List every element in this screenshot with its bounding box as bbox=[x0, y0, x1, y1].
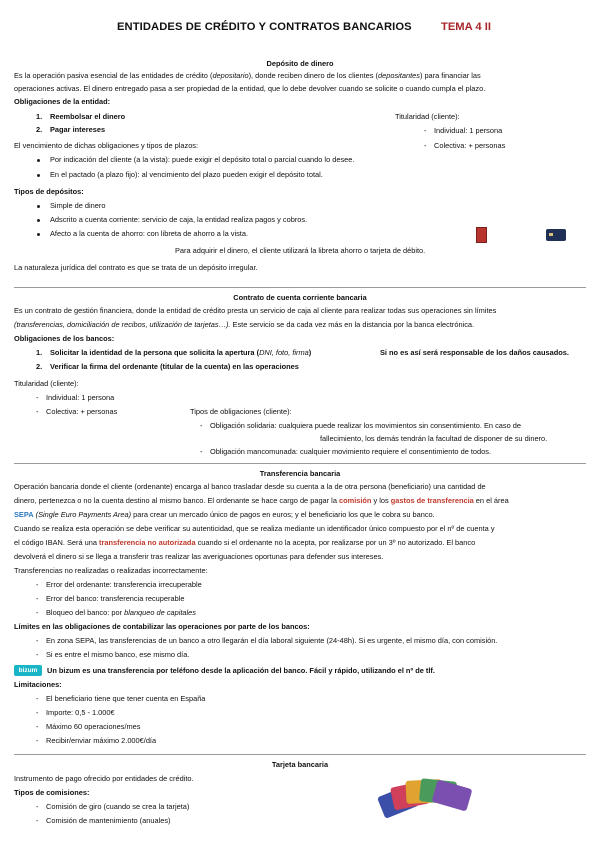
deposito-libreta-note: Para adquirir el dinero, el cliente utilizará la libreta ahorro o tarjeta de débito. bbox=[175, 246, 426, 255]
deposito-vencimiento-label: El vencimiento de dichas obligaciones y tipos de plazos: bbox=[14, 141, 199, 150]
cuenta-tipos-label: Tipos de obligaciones (cliente): bbox=[190, 407, 292, 416]
cuenta-obligaciones-label: Obligaciones de los bancos: bbox=[14, 334, 115, 343]
deposito-plazo-item: Por indicación del cliente (a la vista): puede exigir el depósito total o parcial cuando lo desee. bbox=[37, 155, 354, 165]
cuenta-intro-line2: (transferencias, domiciliación de recibos, utilización de tarjetas…). Este servicio se da cada vez más en la distancia por la banca electrónica. bbox=[14, 320, 475, 329]
deposito-naturaleza: La naturaleza jurídica del contrato es que se trata de un depósito irregular. bbox=[14, 263, 258, 272]
transferencia-limite-item: - En zona SEPA, las transferencias de un banco a otro llegarán el día laboral siguiente (24-48h). Si es urgente, el mismo día, con comisión. bbox=[36, 636, 498, 645]
transferencia-error-item: - Error del ordenante: transferencia irrecuperable bbox=[36, 580, 202, 589]
deposito-tipos-label: Tipos de depósitos: bbox=[14, 187, 84, 196]
transferencia-p2: dinero, pertenezca o no la cuenta destino al mismo banco. El ordenante se hace cargo de pagar la comisión y los gastos de transferencia en el área bbox=[14, 496, 509, 505]
section-heading-tarjeta: Tarjeta bancaria bbox=[271, 760, 329, 769]
deposito-oblig-item: 2. Pagar intereses bbox=[36, 125, 106, 134]
section-heading-deposito: Depósito de dinero bbox=[266, 59, 334, 68]
topic-label: TEMA 4 II bbox=[441, 21, 491, 33]
deposito-plazo-item: En el pactado (a plazo fijo): al vencimiento del plazo pueden exigir el depósito total. bbox=[37, 170, 323, 180]
bizum-limitacion-item: - Recibir/enviar máximo 2.000€/día bbox=[36, 736, 157, 745]
deposito-titularidad-label: Titularidad (cliente): bbox=[395, 112, 460, 121]
tarjeta-tipo-item: - Comisión de giro (cuando se crea la tarjeta) bbox=[36, 802, 190, 811]
deposito-tipo-item: Simple de dinero bbox=[37, 201, 105, 211]
transferencia-p6: devolverá el dinero si se llega a transferir tras realizar las averiguaciones oportunas para defender sus intereses. bbox=[14, 552, 384, 561]
debit-card-image bbox=[546, 229, 566, 241]
section-divider bbox=[14, 463, 586, 464]
section-divider bbox=[14, 287, 586, 288]
transferencia-p5: el código IBAN. Será una transferencia no autorizada cuando si el ordenante no la acepta, por realizarse por un 3º no autorizado. El banco bbox=[14, 538, 476, 547]
bizum-limitacion-item: - El beneficiario tiene que tener cuenta en España bbox=[36, 694, 206, 703]
page-title: ENTIDADES DE CRÉDITO Y CONTRATOS BANCARIOS bbox=[117, 21, 412, 33]
bizum-limitacion-item: - Máximo 60 operaciones/mes bbox=[36, 722, 141, 731]
tarjeta-tipo-item: - Comisión de mantenimiento (anuales) bbox=[36, 816, 171, 825]
transferencia-p4: Cuando se realiza esta operación se debe verificar su autenticidad, que se realiza mediante un identificador único compuesto por el nº de cuenta y bbox=[14, 524, 495, 533]
transferencia-p1: Operación bancaria donde el cliente (ordenante) encarga al banco trasladar desde su cuenta a la de otra persona (beneficiario) una cantidad de bbox=[14, 482, 486, 491]
passbook-image bbox=[476, 227, 487, 243]
cuenta-mancomunada: - Obligación mancomunada: cualquier movimiento requiere el consentimiento de todos. bbox=[200, 447, 492, 456]
bizum-logo: bizum bbox=[14, 665, 42, 676]
section-heading-transferencia: Transferencia bancaria bbox=[259, 469, 341, 478]
bizum-limitaciones-label: Limitaciones: bbox=[14, 680, 62, 689]
deposito-oblig-item: 1. Reembolsar el dinero bbox=[36, 112, 126, 121]
transferencia-bloqueo: - Bloqueo del banco: por blanqueo de capitales bbox=[36, 608, 196, 617]
cuenta-titularidad-label: Titularidad (cliente): bbox=[14, 379, 79, 388]
transferencia-error-item: - Error del banco: transferencia recuperable bbox=[36, 594, 185, 603]
cuenta-oblig-note: Si no es así será responsable de los daños causados. bbox=[380, 348, 569, 357]
section-divider bbox=[14, 754, 586, 755]
deposito-intro-line1: Es la operación pasiva esencial de las entidades de crédito (depositario), donde reciben dinero de los clientes (depositantes) para financiar las bbox=[14, 71, 481, 80]
bank-cards-image bbox=[378, 772, 478, 822]
section-heading-cuenta: Contrato de cuenta corriente bancaria bbox=[233, 293, 367, 302]
deposito-titularidad-item: - Colectiva: + personas bbox=[424, 141, 506, 150]
cuenta-solidaria-line2: fallecimiento, los demás tendrán la facultad de disponer de su dinero. bbox=[320, 434, 548, 443]
transferencia-limite-item: - Si es entre el mismo banco, ese mismo día. bbox=[36, 650, 190, 659]
cuenta-intro-line1: Es un contrato de gestión financiera, donde la entidad de crédito presta un servicio de caja al cliente para realizar todas sus operaciones sin límites bbox=[14, 306, 497, 315]
deposito-titularidad-item: - Individual: 1 persona bbox=[424, 126, 503, 135]
cuenta-titularidad-item: - Individual: 1 persona bbox=[36, 393, 115, 402]
tarjeta-tipos-label: Tipos de comisiones: bbox=[14, 788, 90, 797]
transferencia-p3: SEPA (Single Euro Payments Area) para crear un mercado único de pagos en euros; y el beneficiario los que le cobra su banco. bbox=[14, 510, 435, 519]
cuenta-oblig-item: 2. Verificar la firma del ordenante (titular de la cuenta) en las operaciones bbox=[36, 362, 299, 371]
tarjeta-intro: Instrumento de pago ofrecido por entidades de crédito. bbox=[14, 774, 194, 783]
transferencia-limites-label: Límites en las obligaciones de contabilizar las operaciones por parte de los bancos: bbox=[14, 622, 310, 631]
cuenta-titularidad-item: - Colectiva: + personas bbox=[36, 407, 118, 416]
transferencia-errores-label: Transferencias no realizadas o realizadas incorrectamente: bbox=[14, 566, 208, 575]
bizum-description: Un bizum es una transferencia por teléfono desde la aplicación del banco. Fácil y rápido, utilizando el nº de tlf. bbox=[47, 666, 435, 675]
cuenta-oblig-item: 1. Solicitar la identidad de la persona que solicita la apertura (DNI, foto, firma) bbox=[36, 348, 312, 357]
deposito-tipo-item: Afecto a la cuenta de ahorro: con libreta de ahorro a la vista. bbox=[37, 229, 248, 239]
deposito-obligaciones-label: Obligaciones de la entidad: bbox=[14, 97, 111, 106]
deposito-intro-line2: operaciones activas. El dinero entregado pasa a ser propiedad de la entidad, que lo debe devolver cuando se solicite o cuando cumpla el plazo. bbox=[14, 84, 486, 93]
deposito-tipo-item: Adscrito a cuenta corriente: servicio de caja, la entidad realiza pagos y cobros. bbox=[37, 215, 307, 225]
cuenta-solidaria-line1: - Obligación solidaria: cualquiera puede realizar los movimientos sin consentimiento. En caso de bbox=[200, 421, 521, 430]
bizum-limitacion-item: - Importe: 0,5 - 1.000€ bbox=[36, 708, 115, 717]
